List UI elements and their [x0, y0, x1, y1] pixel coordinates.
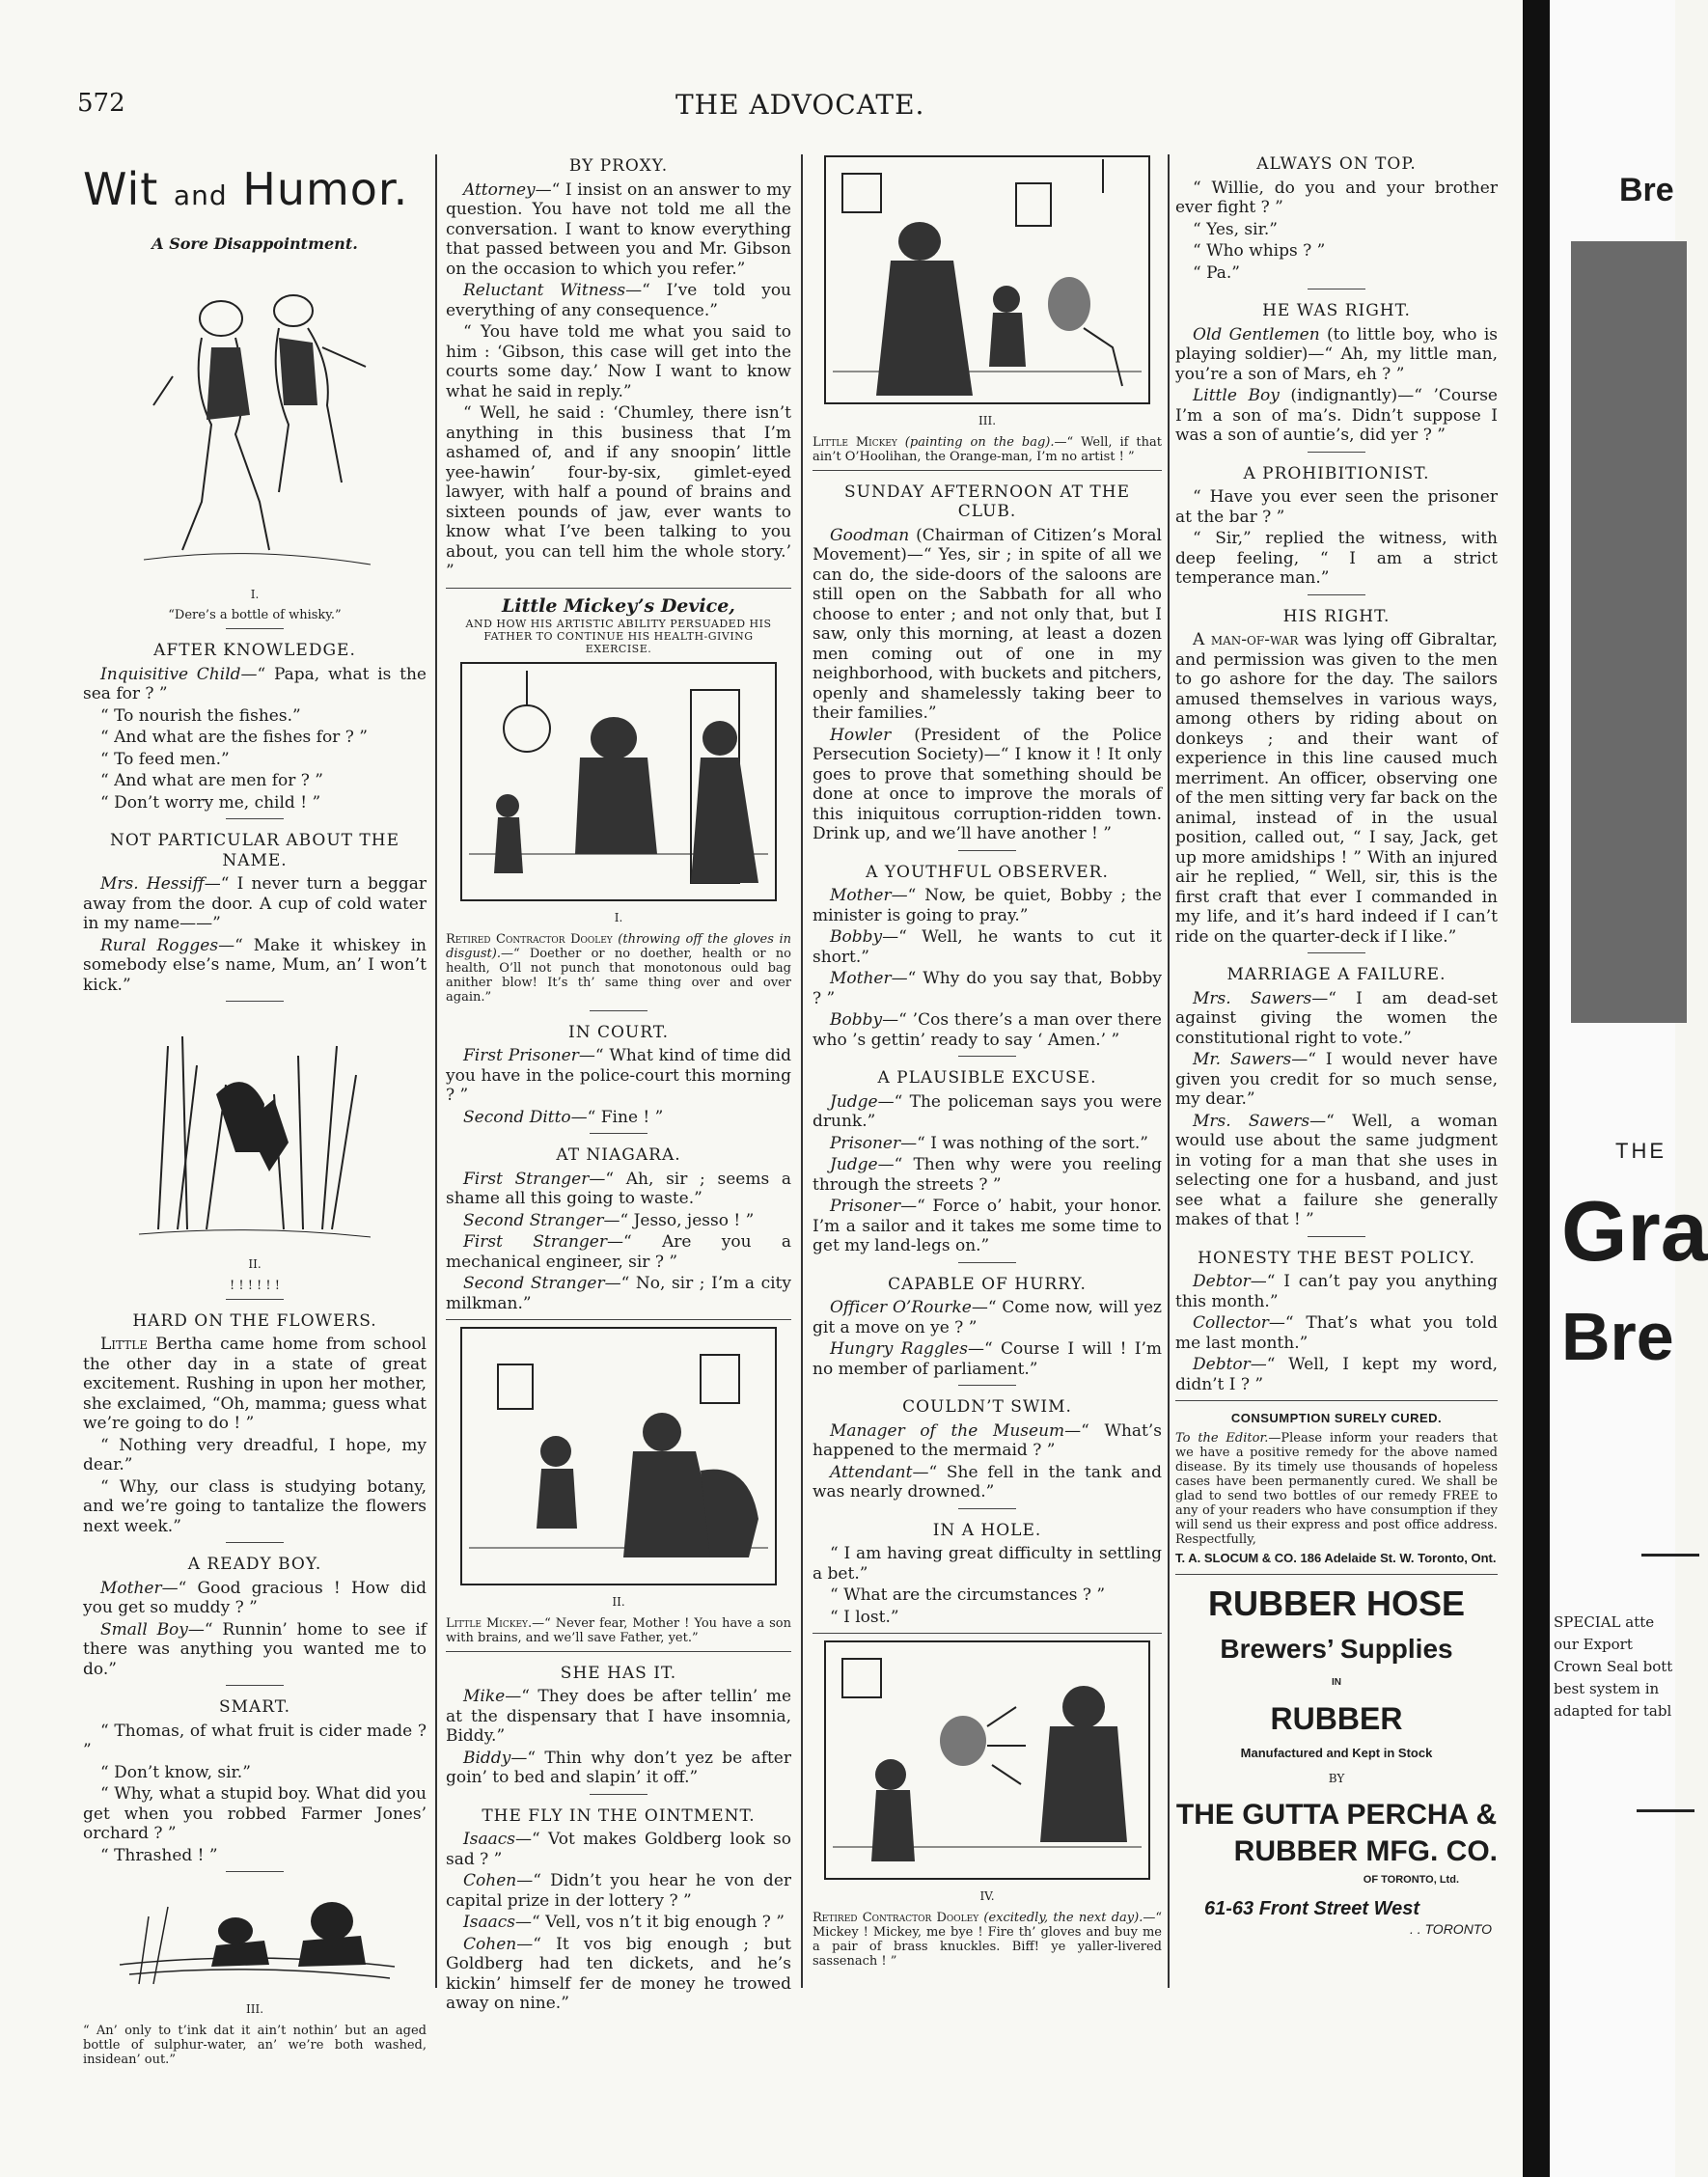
cartoon-series-title: Little Mickey’s Device,: [502, 594, 735, 617]
figure-caption: “Dere’s a bottle of whisky.”: [168, 608, 342, 622]
divider: [1308, 1236, 1365, 1237]
dialogue-line: Cohen—“ Didn’t you hear he von der capital prize in der lottery ? ”: [446, 1871, 791, 1911]
paragraph: “ Nothing very dreadful, I hope, my dear.”: [83, 1435, 427, 1474]
column-4: [1175, 154, 1498, 1939]
dialogue-line: Inquisitive Child—“ Papa, what is the sea for ? ”: [83, 664, 427, 703]
article-heading: SHE HAS IT.: [560, 1663, 677, 1683]
ad-company: THE GUTTA PERCHA &: [1175, 1798, 1498, 1831]
figure-caption: “ An’ only to t’ink dat it ain’t nothin’ but an aged bottle of sulphur-water, an’ we’re both washed, insidean’ out.”: [83, 2023, 427, 2067]
dialogue-line: Collector—“ That’s what you told me last month.”: [1175, 1313, 1498, 1353]
figure-number: IV.: [979, 1889, 995, 1903]
divider: [590, 1133, 647, 1134]
article-heading: A READY BOY.: [187, 1555, 322, 1574]
divider: [958, 1508, 1016, 1509]
divider: [813, 470, 1162, 471]
divider: [590, 1010, 647, 1011]
ad-text: OF TORONTO, Ltd.: [1363, 1873, 1459, 1886]
ad-text: IN: [1332, 1677, 1341, 1688]
dialogue-line: “ Who whips ? ”: [1193, 241, 1326, 261]
dialogue-line: “ I am having great difficulty in settling a bet.”: [813, 1544, 1162, 1584]
divider: [226, 818, 284, 819]
facing-headline: Bre: [1619, 172, 1674, 208]
dialogue-line: Mrs. Sawers—“ Well, a woman would use about the same judgment in voting for a man that she uses in selecting one for a husband, and just see what a failure she generally makes of that ! ”: [1175, 1111, 1499, 1229]
dialogue-line: Judge—“ Then why were you reeling through the streets ? ”: [813, 1155, 1162, 1195]
paragraph: Howler (President of the Police Persecution Society)—“ I know it ! It only goes to prove that something should be done at once to improve the morals of this iniquitous corruption-ridden town. Drink up, and we’ll have another ! ”: [813, 725, 1162, 843]
article-heading: IN A HOLE.: [932, 1520, 1042, 1540]
figure-number: III.: [245, 2002, 264, 2016]
dialogue-line: “ Why, what a stupid boy. What did you get when you robbed Farmer Jones’ orchard ? ”: [83, 1784, 427, 1843]
dialogue-line: Officer O’Rourke—“ Come now, will yez git a move on ye ? ”: [813, 1298, 1162, 1337]
column-rule: [1168, 154, 1170, 1988]
facing-headline: Gra: [1561, 1183, 1708, 1279]
figure-caption: ! ! ! ! ! !: [229, 1278, 280, 1293]
article-body: [83, 1722, 427, 1866]
divider: [1308, 452, 1365, 453]
mickey-painting-illustration: [823, 154, 1151, 405]
dialogue-line: Little Boy (indignantly)—“ ’Course I’m a son of ma’s. Didn’t suppose I was a son of auntie’s, did yer ? ”: [1175, 386, 1498, 445]
dialogue-line: First Stranger—“ Are you a mechanical engineer, sir ? ”: [446, 1232, 791, 1272]
column-rule: [801, 154, 803, 1988]
divider: [958, 1056, 1016, 1057]
dialogue-line: “ Yes, sir.”: [1193, 219, 1278, 239]
dialogue-line: “ To nourish the fishes.”: [100, 705, 301, 726]
bathers-illustration: [110, 1878, 399, 1994]
ad-company: RUBBER MFG. CO.: [1233, 1834, 1498, 1867]
figure-caption: Retired Contractor Dooley (excitedly, the next day).—“ Mickey ! Mickey, me bye ! Fire th’ gloves and buy me a pair of brass knuckles. Biff! ye yaller-livered sassenach ! ”: [813, 1910, 1162, 1969]
dialogue-line: Mrs. Sawers—“ I am dead-set against giving the women the constitutional right to vote.”: [1175, 988, 1498, 1048]
dooley-punching-illustration: [823, 1640, 1151, 1881]
dialogue-line: Second Ditto—“ Fine ! ”: [463, 1107, 664, 1127]
mickey-mother-illustration: [459, 1326, 778, 1586]
figure-caption: Little Mickey (painting on the bag).—“ Well, if that ain’t O’Hoolihan, the Orange-man, I’m no artist ! ”: [813, 434, 1163, 464]
advertisement-heading: CONSUMPTION SURELY CURED.: [1230, 1411, 1443, 1425]
divider: [226, 1685, 284, 1686]
paragraph: A man-of-war was lying off Gibraltar, and permission was given to the men to go ashore for the day. The sailors amused themselves in various ways, among others by riding about on donkeys ; and their want of experience in this line caused much merriment. An officer, observing one of the men sitting very far back on the animal, instead of in the usual position, called out, “ I say, Jack, get up more amidships ! ” With an injured air he replied, “ Well, sir, this is the first craft that ever I commanded in my life, and it’s hard indeed if I can’t ride on the quarter-deck if I like.”: [1175, 630, 1498, 947]
divider: [1175, 1400, 1498, 1401]
dialogue-line: Isaacs—“ Vot makes Goldberg look so sad ? ”: [446, 1830, 791, 1869]
dialogue-line: “ And what are the fishes for ? ”: [100, 728, 368, 747]
ad-text: Manufactured and Kept in Stock: [1240, 1745, 1433, 1760]
ad-subhead: Brewers’ Supplies: [1220, 1634, 1453, 1664]
dialogue-line: “ To feed men.”: [100, 749, 230, 769]
dialogue-line: “ Pa.”: [1193, 262, 1240, 283]
divider: [1175, 1574, 1498, 1575]
column-1: [83, 154, 427, 2069]
dialogue-line: Attendant—“ She fell in the tank and was nearly drowned.”: [813, 1462, 1162, 1502]
article-heading: SMART.: [218, 1697, 291, 1717]
dialogue-line: Reluctant Witness—“ I’ve told you everything of any consequence.”: [446, 281, 791, 320]
ad-text: BY: [1328, 1772, 1345, 1785]
divider: [958, 1385, 1016, 1386]
divider: [446, 588, 791, 589]
divider: [226, 1001, 284, 1002]
dialogue-line: “ Willie, do you and your brother ever fight ? ”: [1175, 178, 1498, 217]
dialogue-line: Bobby—“ ’Cos there’s a man over there who ’s gettin’ ready to say ‘ Amen.’ ”: [813, 1010, 1162, 1050]
figure-caption: Retired Contractor Dooley (throwing off the gloves in disgust).—“ Doether or no doether, health or no health, O’ll not punch that monotonous ould bag anither blow! It’s th’ same thing over and over again.”: [446, 931, 791, 1005]
dialogue-line: “ Don’t know, sir.”: [100, 1762, 251, 1782]
dialogue-line: Debtor—“ I can’t pay you anything this month.”: [1175, 1272, 1498, 1311]
tramps-illustration: [134, 261, 375, 579]
article-heading: AT NIAGARA.: [556, 1145, 681, 1165]
article-heading: HONESTY THE BEST POLICY.: [1198, 1248, 1475, 1268]
dialogue-line: First Prisoner—“ What kind of time did you have in the police-court this morning ? ”: [446, 1046, 791, 1105]
dialogue-line: Manager of the Museum—“ What’s happened to the mermaid ? ”: [813, 1420, 1162, 1460]
dialogue-line: Prisoner—“ Force o’ habit, your honor. I’m a sailor and it takes me some time to get my land-legs on.”: [813, 1197, 1162, 1255]
article-heading: A PROHIBITIONIST.: [1243, 463, 1430, 483]
facing-photo: [1571, 241, 1687, 1023]
dialogue-line: “ And what are men for ? ”: [100, 771, 324, 790]
dialogue-line: Isaacs—“ Vell, vos n’t it big enough ? ”: [463, 1913, 785, 1932]
dialogue-line: Biddy—“ Thin why don’t yez be after goin’ to bed and slapin’ it off.”: [446, 1748, 791, 1787]
dialogue-line: Mother—“ Why do you say that, Bobby ? ”: [813, 969, 1162, 1008]
dialogue-line: Debtor—“ Well, I kept my word, didn’t I ? ”: [1175, 1355, 1498, 1394]
dialogue-line: “ Thrashed ! ”: [100, 1845, 218, 1865]
ad-headline: RUBBER HOSE: [1207, 1584, 1466, 1623]
article-heading: SUNDAY AFTERNOON AT THE CLUB.: [843, 482, 1130, 521]
dialogue-line: Small Boy—“ Runnin’ home to see if there was anything you wanted me to do.”: [83, 1619, 427, 1679]
ad-city: . . TORONTO: [1409, 1920, 1492, 1937]
dialogue-line: Mike—“ They does be after tellin’ me at the dispensary that I have insomnia, Biddy.”: [446, 1687, 791, 1746]
dialogue-line: “ Sir,” replied the witness, with deep feeling, “ I am a strict temperance man.”: [1175, 529, 1498, 588]
dialogue-line: “ What are the circumstances ? ”: [830, 1585, 1106, 1605]
article-heading: CAPABLE OF HURRY.: [888, 1274, 1087, 1294]
dialogue-line: Bobby—“ Well, he wants to cut it short.”: [813, 927, 1162, 967]
article-heading: A YOUTHFUL OBSERVER.: [866, 862, 1109, 882]
article-heading: MARRIAGE A FAILURE.: [1226, 965, 1446, 984]
article-heading: THE FLY IN THE OINTMENT.: [482, 1805, 756, 1826]
divider: [226, 1299, 284, 1300]
divider: [813, 1633, 1162, 1634]
dialogue-line: Cohen—“ It vos big enough ; but Goldberg had ten dickets, and he’s kickin’ himself fer de money he trowed away on nine.”: [446, 1934, 791, 2013]
dialogue-line: “ Don’t worry me, child ! ”: [100, 792, 321, 813]
column-3: [813, 154, 1162, 1970]
article-body: [1175, 487, 1498, 589]
dialogue-line: First Stranger—“ Ah, sir ; seems a shame all this going to waste.”: [446, 1169, 791, 1208]
dialogue-line: Hungry Raggles—“ Course I will ! I’m no member of parliament.”: [813, 1339, 1162, 1379]
running-head: [0, 89, 1505, 127]
dialogue-line: “ Have you ever seen the prisoner at the bar ? ”: [1175, 487, 1498, 527]
dialogue-line: Old Gentlemen (to little boy, who is playing soldier)—“ Ah, my little man, you’re a son of Mars, eh ? ”: [1175, 324, 1498, 384]
facing-page: [1550, 0, 1708, 2177]
facing-headline: Bre: [1561, 1299, 1674, 1374]
divider: [226, 628, 284, 629]
article-heading: NOT PARTICULAR ABOUT THE NAME.: [109, 831, 400, 870]
section-title: Wit and Humor.: [83, 163, 409, 215]
figure-number: I.: [250, 587, 260, 601]
divider: [958, 1262, 1016, 1263]
reeds-illustration: [129, 1007, 380, 1249]
dialogue-line: Mr. Sawers—“ I would never have given you credit for so much sense, my dear.”: [1175, 1050, 1498, 1109]
ad-address: 61-63 Front Street West: [1204, 1898, 1420, 1919]
page-number: 572: [77, 89, 125, 118]
masthead: THE ADVOCATE.: [675, 89, 925, 121]
article-heading: AFTER KNOWLEDGE.: [153, 641, 356, 660]
divider: [1308, 594, 1365, 595]
cartoon-series-subtitle: AND HOW HIS ARTISTIC ABILITY PERSUADED HIS FATHER TO CONTINUE HIS HEALTH-GIVING EXERCISE.: [465, 618, 772, 655]
divider: [446, 1651, 791, 1652]
dialogue-line: Judge—“ The policeman says you were drunk.”: [813, 1091, 1162, 1131]
divider: [1637, 1809, 1694, 1812]
article-heading: HARD ON THE FLOWERS.: [132, 1310, 377, 1331]
dialogue-line: Prisoner—“ I was nothing of the sort.”: [830, 1133, 1148, 1153]
figure-number: III.: [978, 414, 997, 427]
dialogue-line: Mrs. Hessiff—“ I never turn a beggar away from the door. A cup of cold water in my name——”: [83, 874, 427, 933]
divider: [226, 1871, 284, 1872]
ad-subhead: RUBBER: [1270, 1700, 1403, 1736]
figure-number: II.: [248, 1257, 262, 1271]
dialogue-line: Second Stranger—“ Jesso, jesso ! ”: [463, 1210, 755, 1230]
divider: [226, 1542, 284, 1543]
dialogue-line: Rural Rogges—“ Make it whiskey in somebody else’s name, Mum, an’ I won’t kick.”: [83, 935, 427, 995]
paragraph: “ Why, our class is studying botany, and we’re going to tantalize the flowers next week.”: [83, 1476, 427, 1536]
article-heading: HIS RIGHT.: [1282, 606, 1391, 626]
article-body: [1175, 179, 1498, 284]
article-heading: A PLAUSIBLE EXCUSE.: [877, 1068, 1097, 1088]
book-gutter: [1523, 0, 1550, 2177]
paragraph: “ You have told me what you said to him : ‘Gibson, this case will get into the courts some day.’ Now I want to know what he said in reply.”: [446, 322, 791, 401]
figure-number: II.: [612, 1595, 625, 1609]
article-heading: IN COURT.: [567, 1022, 669, 1042]
dialogue-line: Second Stranger—“ No, sir ; I’m a city milkman.”: [446, 1274, 791, 1313]
paragraph: Little Bertha came home from school the other day in a state of great excitement. Rushing in upon her mother, she exclaimed, “Oh, mamma; guess what we’re going to do ! ”: [83, 1335, 427, 1433]
divider: [1308, 952, 1365, 953]
divider: [1641, 1554, 1699, 1557]
dooley-boxing-illustration: [459, 661, 778, 902]
dialogue-line: “ Thomas, of what fruit is cider made ? ”: [83, 1721, 427, 1760]
divider: [446, 1319, 791, 1320]
dialogue-line: Mother—“ Now, be quiet, Bobby ; the minister is going to pray.”: [813, 886, 1162, 925]
facing-text: THE: [1615, 1139, 1667, 1163]
advertisement-body: To the Editor.—Please inform your readers that we have a positive remedy for the above named disease. By its timely use thousands of hopeless cases have been permanently cured. We shall be glad to send two bottles of our remedy FREE to any of your readers who have consumption if they will send us their express and post office address. Respectfully,: [1175, 1430, 1498, 1547]
facing-text: SPECIAL atte our Export Crown Seal bott best system in adapted for tabl: [1554, 1613, 1673, 1720]
article-heading: ALWAYS ON TOP.: [1256, 154, 1417, 174]
dialogue-line: “ I lost.”: [830, 1607, 899, 1627]
dialogue-line: Mother—“ Good gracious ! How did you get so muddy ? ”: [83, 1578, 427, 1617]
divider: [590, 1794, 647, 1795]
divider: [958, 850, 1016, 851]
cartoon-title: A Sore Disappointment.: [152, 234, 358, 253]
advertisement-signature: T. A. SLOCUM & CO. 186 Adelaide St. W. Toronto, Ont.: [1175, 1550, 1497, 1565]
column-2: [446, 154, 791, 2016]
figure-caption: Little Mickey.—“ Never fear, Mother ! You have a son with brains, and we’ll save Father, yet.”: [446, 1615, 791, 1645]
article-body: [813, 1544, 1162, 1627]
article-body: [83, 665, 427, 813]
article-heading: HE WAS RIGHT.: [1262, 301, 1411, 320]
article-heading: COULDN’T SWIM.: [902, 1397, 1072, 1417]
figure-number: I.: [614, 911, 623, 924]
column-rule: [435, 154, 437, 1988]
article-heading: BY PROXY.: [568, 156, 669, 176]
paragraph: “ Well, he said : ‘Chumley, there isn’t anything in this business that I’m ashamed of, and if any snoopin’ little yee-hawin’ four-by-six, gimlet-eyed lawyer, with half a pound of brains and sixteen pounds of jaw, ever wants to know what I’ve been talking to you about, you can tell him the whole story.’ ”: [446, 403, 791, 581]
dialogue-line: Attorney—“ I insist on an answer to my question. You have not told me all the conversation. I want to know everything that passed between you and Mr. Gibson on the occasion to which you refer.”: [446, 179, 791, 279]
paragraph: Goodman (Chairman of Citizen’s Moral Movement)—“ Yes, sir ; in spite of all we can do, the side-doors of the saloons are still open on the Sabbath for all who choose to enter ; and not only that, but I saw, only this morning, at least a dozen men coming out of one in my neighborhood, with buckets and pitchers, openly and shamelessly taking beer to their families.”: [813, 525, 1162, 723]
